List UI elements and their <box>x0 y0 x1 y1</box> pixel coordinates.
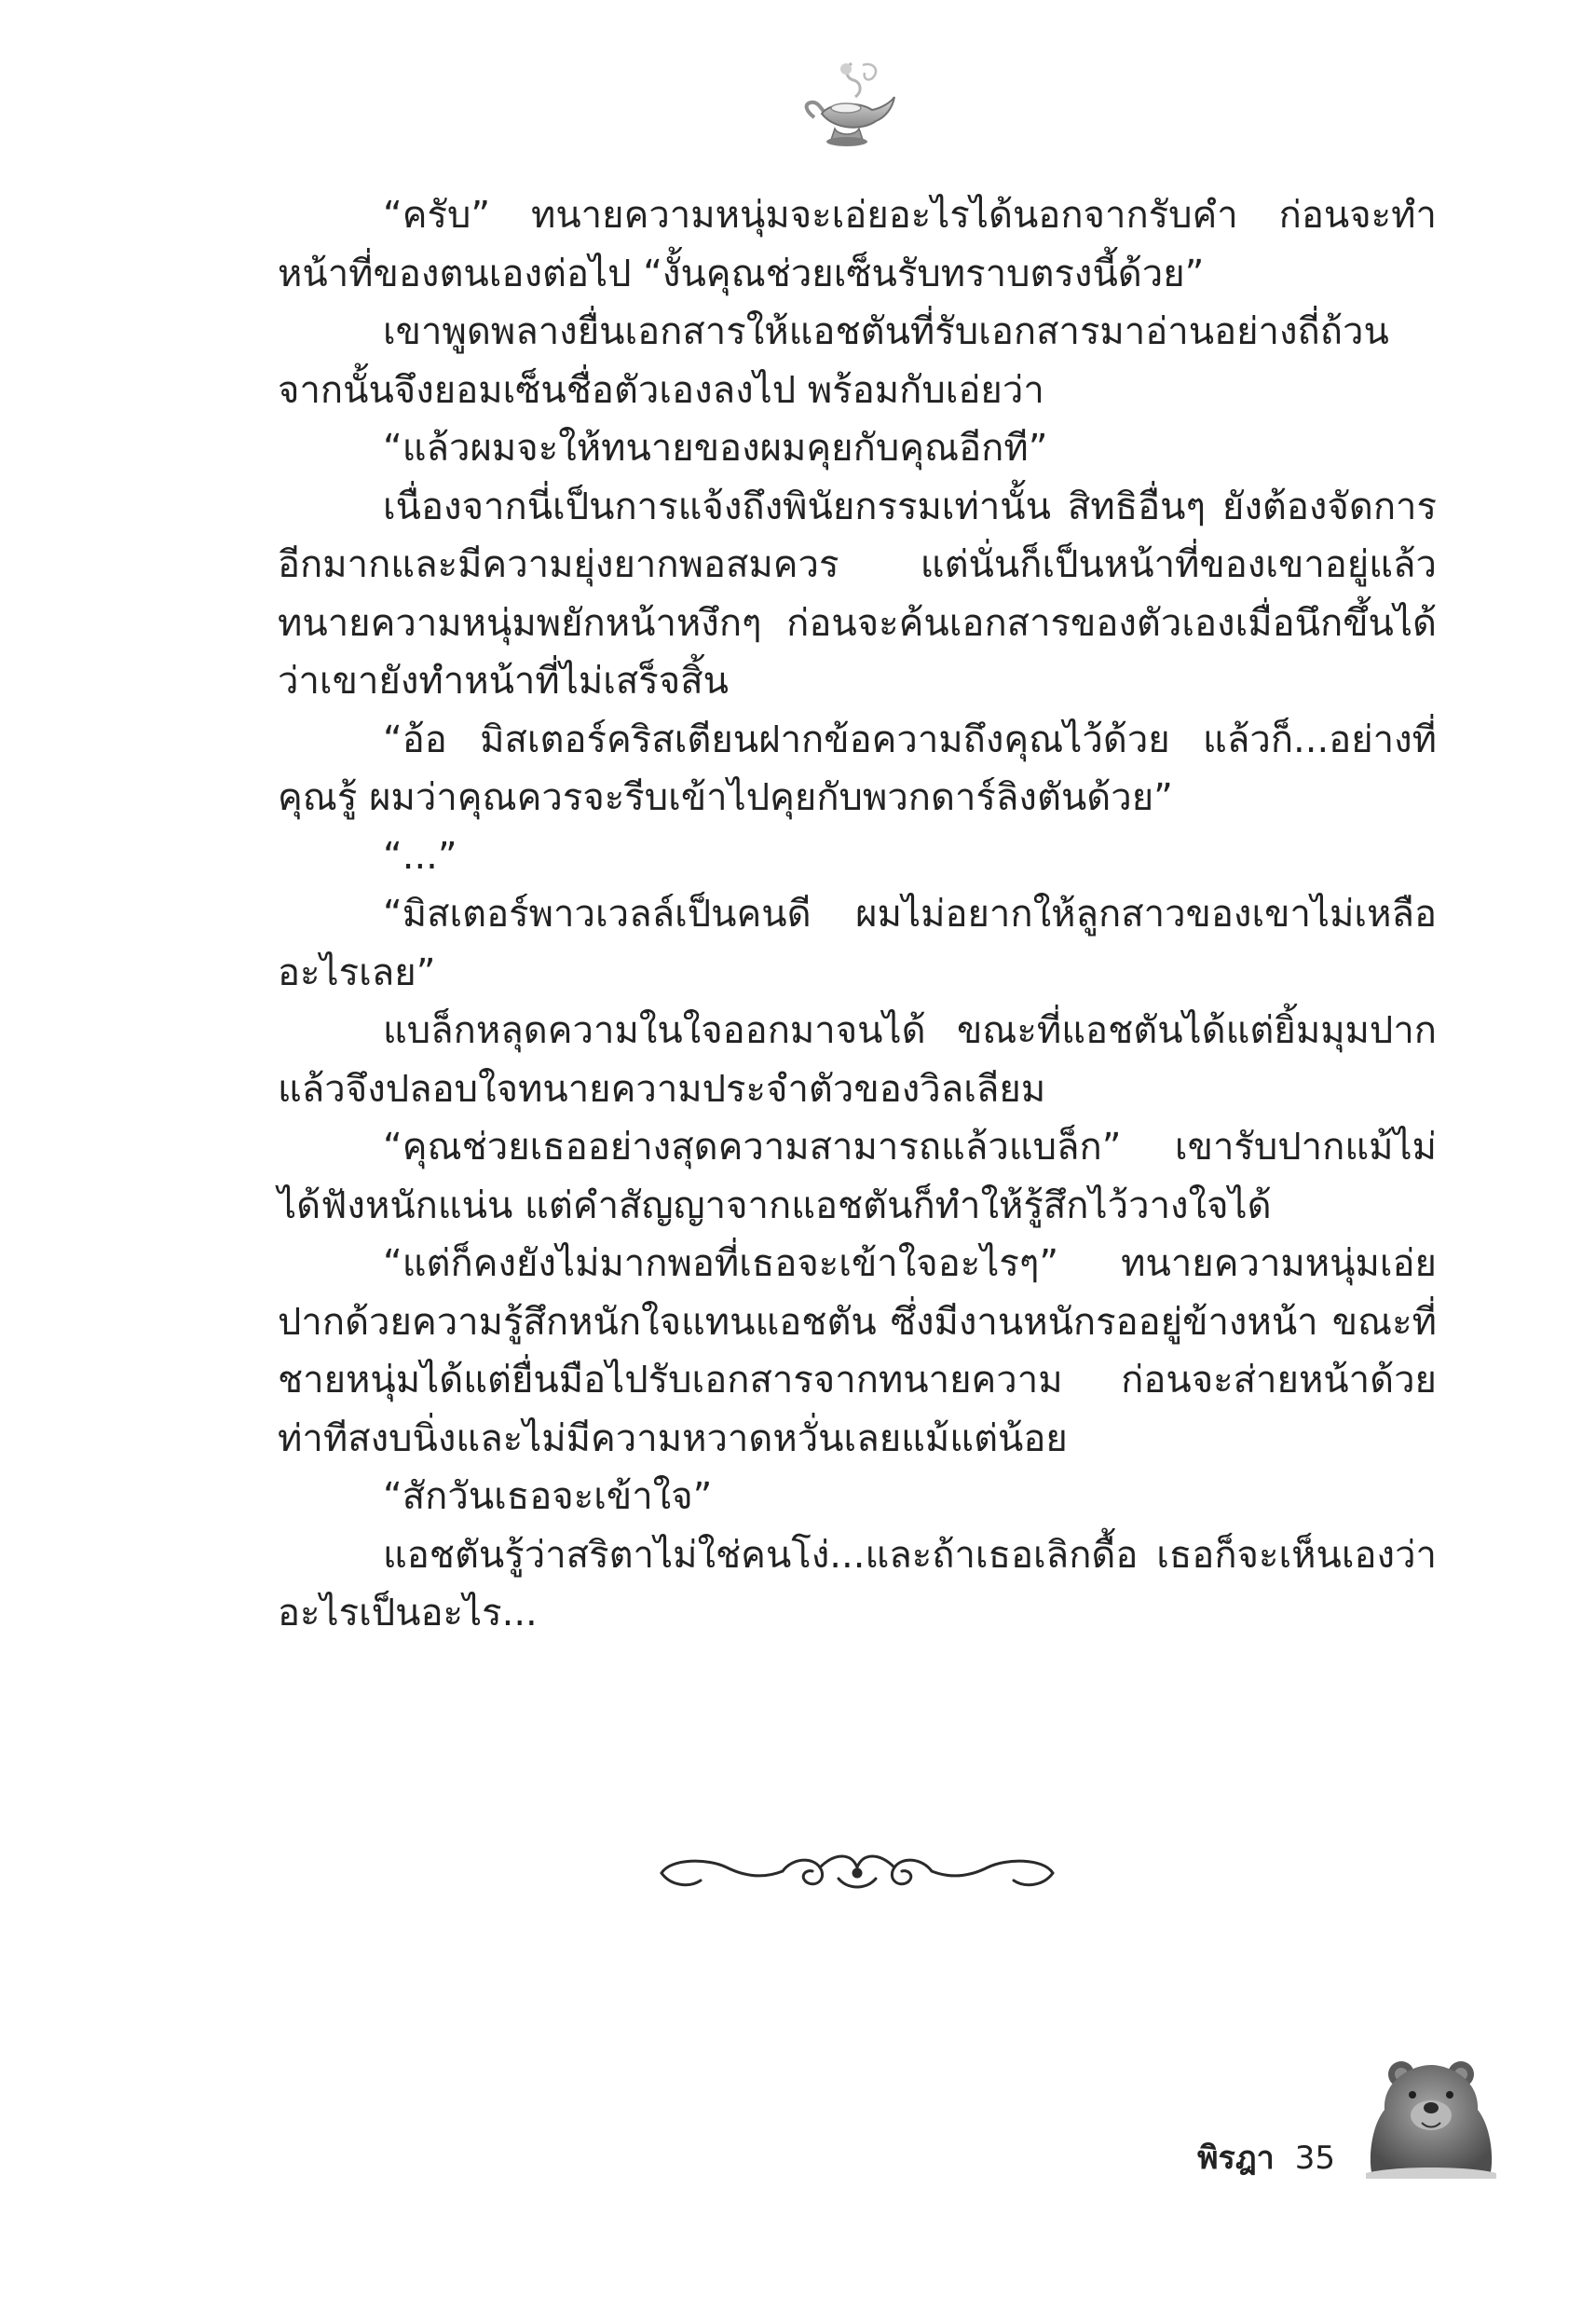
paragraph: “...” <box>383 834 457 878</box>
paragraph: “แต่ก็คงยังไม่มากพอที่เธอจะเข้าใจอะไรๆ” ทนายความหนุ่มเอ่ยปากด้วยความรู้สึกหนักใจแทนแอชตัน ซึ่งมีงานหนักรออยู่ข้างหน้า ขณะที่ชายหนุ่มได้แต่ยื่นมือไปรับเอกสารจากทนายความ ก่อนจะส่ายหน้าด้วยท่าทีสงบนิ่งและไม่มีความหวาดหวั่นเลยแม้แต่น้อย <box>278 1242 1437 1460</box>
page-number: 35 <box>1294 2140 1335 2177</box>
paragraph: “คุณช่วยเธออย่างสุดความสามารถแล้วแบล็ก” เขารับปากแม้ไม่ได้ฟังหนักแน่น แต่คำสัญญาจากแอชตันก็ทำให้รู้สึกไว้วางใจได้ <box>278 1126 1437 1227</box>
paragraph: เขาพูดพลางยื่นเอกสารให้แอชตันที่รับเอกสารมาอ่านอย่างถี่ถ้วน จากนั้นจึงยอมเซ็นชื่อตัวเองลงไป พร้อมกับเอ่ยว่า <box>278 310 1389 412</box>
paragraph: แบล็กหลุดความในใจออกมาจนได้ ขณะที่แอชตันได้แต่ยิ้มมุมปากแล้วจึงปลอบใจทนายความประจำตัวของวิลเลียม <box>278 1009 1437 1111</box>
paragraph: เนื่องจากนี่เป็นการแจ้งถึงพินัยกรรมเท่านั้น สิทธิอื่นๆ ยังต้องจัดการอีกมากและมีความยุ่งยากพอสมควร แต่นั่นก็เป็นหน้าที่ของเขาอยู่แล้ว ทนายความหนุ่มพยักหน้าหงึกๆ ก่อนจะค้นเอกสารของตัวเองเมื่อนึกขึ้นได้ว่าเขายังทำหน้าที่ไม่เสร็จสิ้น <box>278 485 1437 703</box>
bear-icon <box>1366 2054 1496 2179</box>
page-footer <box>1197 2132 1335 2182</box>
flourish-divider-icon <box>652 1830 1062 1914</box>
paragraph: “สักวันเธอจะเข้าใจ” <box>383 1475 713 1518</box>
paragraph: “มิสเตอร์พาวเวลล์เป็นคนดี ผมไม่อยากให้ลูกสาวของเขาไม่เหลืออะไรเลย” <box>278 893 1437 994</box>
paragraph: แอชตันรู้ว่าสริตาไม่ใช่คนโง่...และถ้าเธอเลิกดื้อ เธอก็จะเห็นเองว่าอะไรเป็นอะไร... <box>278 1533 1437 1634</box>
paragraph: “ครับ” ทนายความหนุ่มจะเอ่ยอะไรได้นอกจากรับคำ ก่อนจะทำหน้าที่ของตนเองต่อไป “งั้นคุณช่วยเซ็นรับทราบตรงนี้ด้วย” <box>278 194 1437 295</box>
genie-lamp-icon <box>798 56 900 158</box>
paragraph: “แล้วผมจะให้ทนายของผมคุยกับคุณอีกที” <box>383 427 1048 470</box>
paragraph: “อ้อ มิสเตอร์คริสเตียนฝากข้อความถึงคุณไว้ด้วย แล้วก็...อย่างที่คุณรู้ ผมว่าคุณควรจะรีบเข้าไปคุยกับพวกดาร์ลิงตันด้วย” <box>278 718 1437 819</box>
chapter-text <box>278 186 1437 1643</box>
author-name: พิรฎา <box>1197 2140 1275 2177</box>
